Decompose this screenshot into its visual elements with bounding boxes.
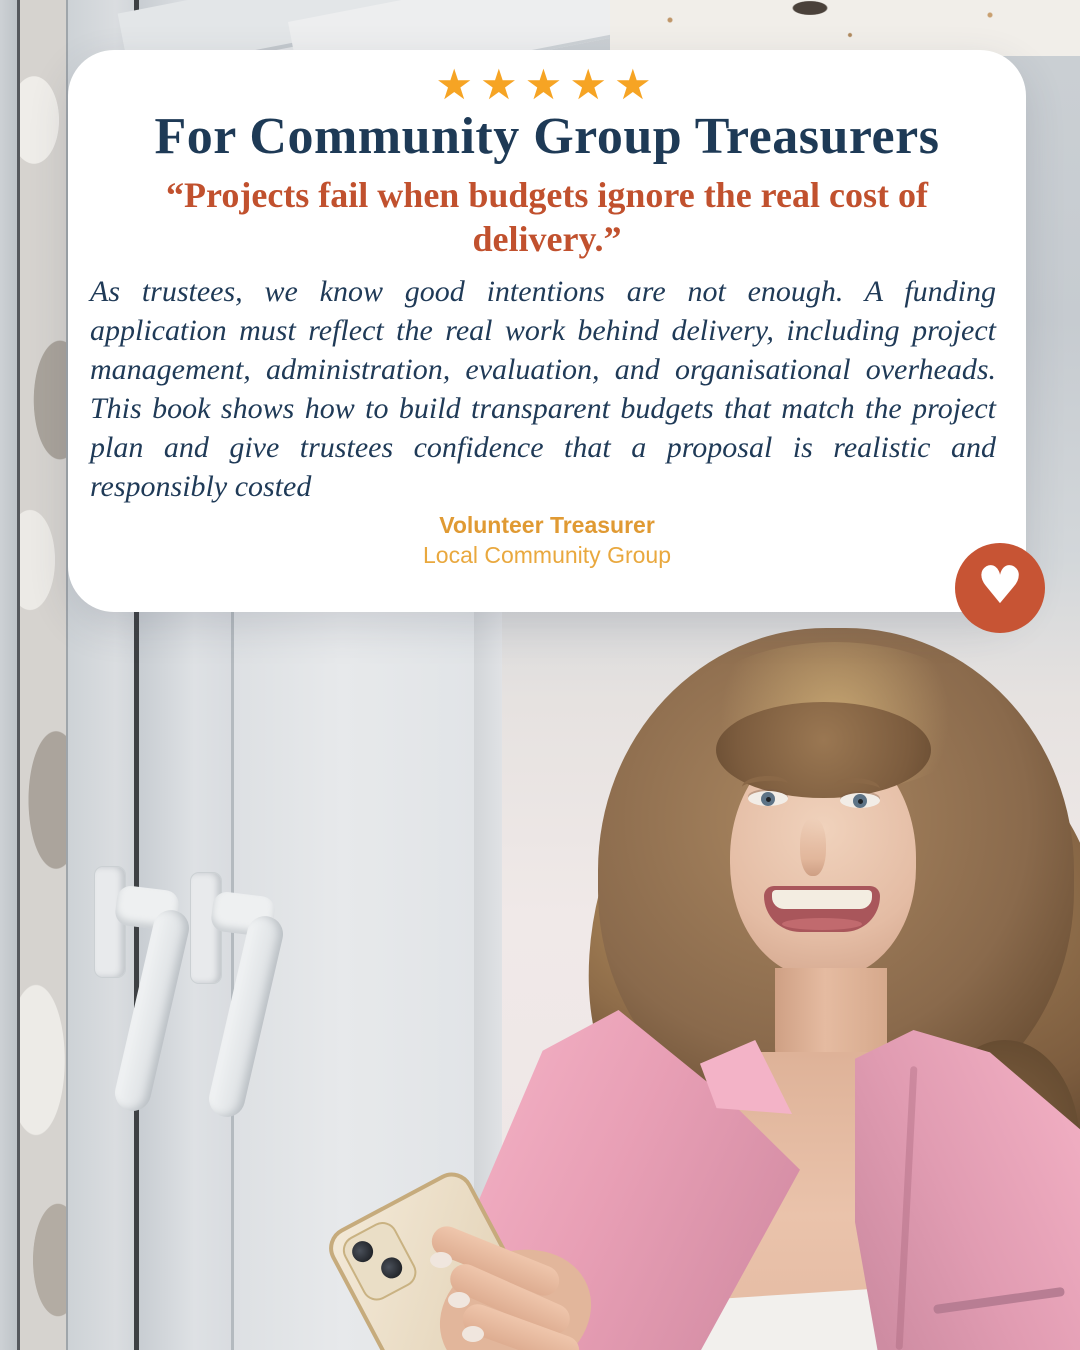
iris (761, 792, 775, 806)
plaster-wall-top-right (610, 0, 1080, 56)
camera-lens (348, 1237, 376, 1265)
eye-left (748, 791, 788, 806)
lower-lip (782, 918, 862, 930)
window-frame-gap-left (17, 0, 20, 1350)
teeth (772, 890, 872, 909)
fingernail (462, 1326, 484, 1342)
heart-badge (955, 543, 1045, 633)
pull-quote: “Projects fail when budgets ignore the real cost of delivery.” (166, 175, 928, 260)
left-wall-edge (0, 0, 17, 1350)
attribution-organisation: Local Community Group (423, 542, 671, 569)
heart-icon: ♥ (976, 556, 1024, 616)
iris (853, 794, 867, 808)
pupil (766, 797, 771, 802)
card-title: For Community Group Treasurers (154, 108, 940, 165)
fingernail (430, 1252, 452, 1268)
camera-lens (377, 1254, 405, 1282)
plaster-wall-left (20, 0, 66, 1350)
testimonial-body: As trustees, we know good intentions are not enough. A funding application must reflect the real work behind delivery, including project management, administration, evaluation, and organisational overheads. This book shows how to build transparent budgets that match the project plan and give trustees confidence that a proposal is realistic and responsibly costed (90, 275, 996, 504)
nose (800, 818, 826, 876)
smiling-mouth (764, 886, 880, 932)
rating-stars: ★★★★★ (435, 60, 659, 109)
pupil (858, 799, 863, 804)
phone-camera-module (338, 1217, 422, 1306)
attribution (68, 510, 1026, 571)
eye-right (840, 793, 880, 808)
fingernail (448, 1292, 470, 1308)
attribution-name: Volunteer Treasurer (439, 512, 655, 539)
testimonial-card (68, 50, 1026, 616)
